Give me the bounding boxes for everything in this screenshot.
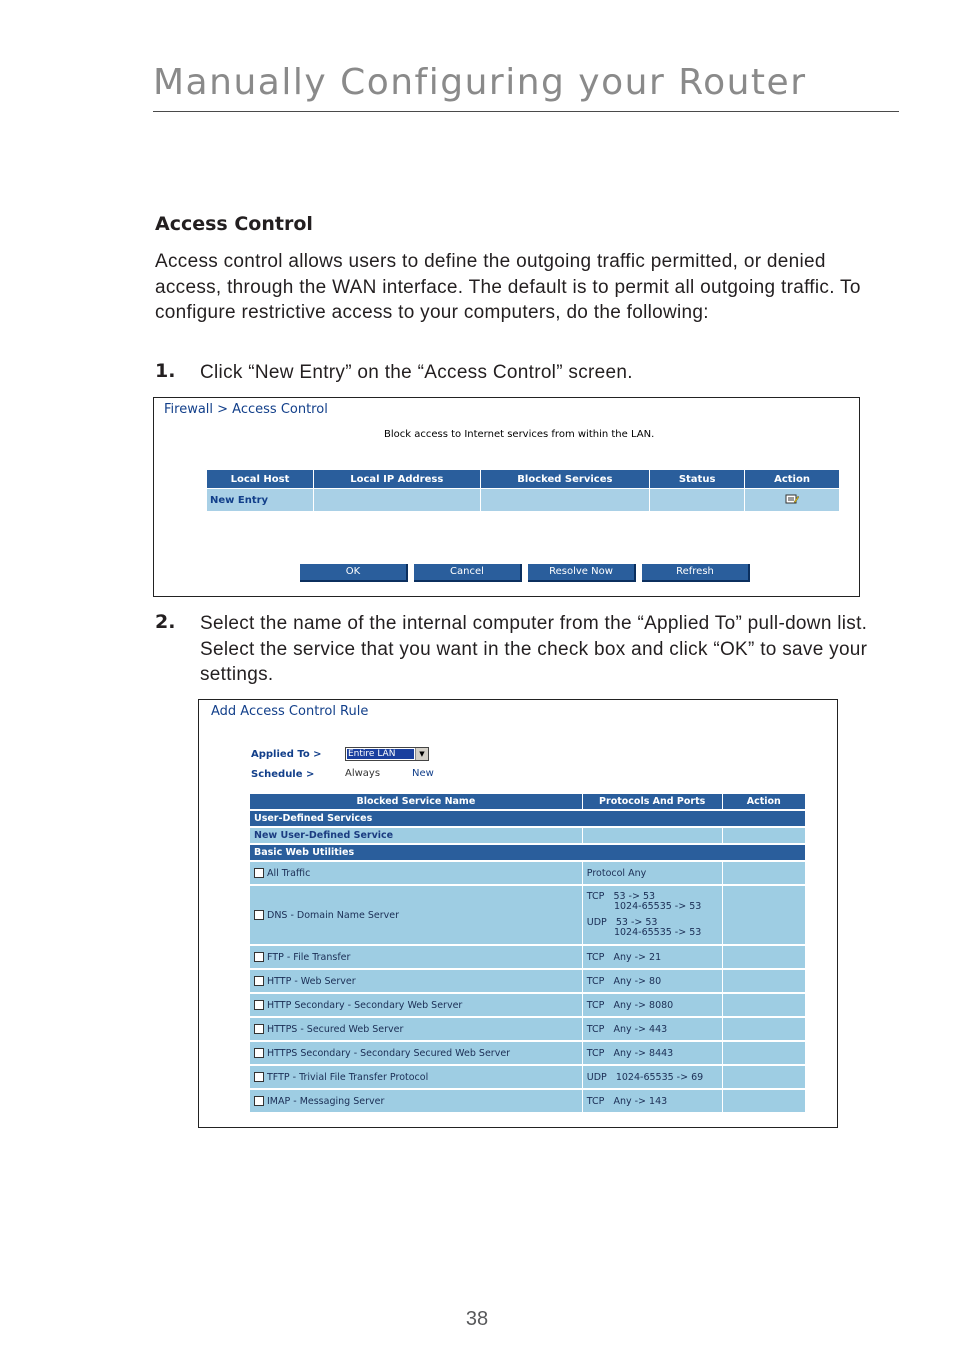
step-1-text: Click “New Entry” on the “Access Control” screen.	[200, 362, 633, 383]
ok-button[interactable]: OK	[300, 564, 408, 582]
group-basic-web: Basic Web Utilities	[249, 845, 805, 860]
refresh-button[interactable]: Refresh	[642, 564, 750, 582]
title-rule	[153, 111, 899, 112]
cancel-button[interactable]: Cancel	[414, 564, 522, 582]
new-entry-link[interactable]: New Entry	[207, 489, 313, 511]
new-user-defined-service-link[interactable]: New User-Defined Service	[249, 828, 582, 843]
add-rule-screen	[198, 699, 838, 1128]
applied-to-label: Applied To >	[251, 749, 322, 760]
screen-description: Block access to Internet services from within the LAN.	[384, 429, 655, 440]
col-blocked-services: Blocked Services	[481, 470, 650, 488]
col-local-host: Local Host	[207, 470, 313, 488]
intro-paragraph: Access control allows users to define the outgoing traffic permitted, or denied access, through the WAN interface. The default is to permit all outgoing traffic. To configure restrictive access to your computers, do the following:	[155, 251, 861, 323]
page-number: 38	[465, 1308, 489, 1330]
resolve-now-button[interactable]: Resolve Now	[528, 564, 636, 582]
add-rule-title: Add Access Control Rule	[211, 704, 369, 719]
service-checkbox[interactable]	[254, 910, 264, 920]
table-row: HTTP - Web Server TCP Any -> 80	[249, 970, 805, 992]
table-row	[207, 489, 839, 511]
rule-table	[249, 792, 805, 1114]
col-action: Action	[745, 470, 839, 488]
edit-icon[interactable]	[785, 497, 799, 508]
section-heading: Access Control	[155, 213, 313, 235]
group-row	[249, 845, 805, 860]
table-row: HTTP Secondary - Secondary Web Server TCP Any -> 8080	[249, 994, 805, 1016]
table-row: All Traffic Protocol Any	[249, 862, 805, 884]
service-checkbox[interactable]	[254, 1024, 264, 1034]
group-user-defined: User-Defined Services	[249, 811, 805, 826]
button-row	[300, 564, 750, 582]
table-row: IMAP - Messaging Server TCP Any -> 143	[249, 1090, 805, 1112]
col-local-ip: Local IP Address	[314, 470, 480, 488]
access-control-screen	[153, 397, 860, 597]
breadcrumb: Firewall > Access Control	[164, 402, 328, 417]
table-row	[249, 828, 805, 843]
col-blocked-service-name: Blocked Service Name	[249, 794, 582, 809]
schedule-always: Always	[345, 768, 381, 779]
col-action: Action	[722, 794, 805, 809]
service-checkbox[interactable]	[254, 1048, 264, 1058]
service-checkbox[interactable]	[254, 868, 264, 878]
service-checkbox[interactable]	[254, 1000, 264, 1010]
table-row: TFTP - Trivial File Transfer Protocol UDP 1024-65535 -> 69	[249, 1066, 805, 1088]
col-status: Status	[650, 470, 744, 488]
service-checkbox[interactable]	[254, 952, 264, 962]
step-2-text: Select the name of the internal computer from the “Applied To” pull-down list. Select the service that you want in the check box and click “OK” to save your settings.	[200, 613, 868, 685]
service-checkbox[interactable]	[254, 1072, 264, 1082]
col-protocols-ports: Protocols And Ports	[582, 794, 722, 809]
chapter-title: Manually Configuring your Router	[153, 62, 807, 103]
table-row: HTTPS Secondary - Secondary Secured Web Server TCP Any -> 8443	[249, 1042, 805, 1064]
chevron-down-icon[interactable]: ▼	[415, 748, 428, 760]
table-row: DNS - Domain Name Server TCP 53 -> 53 1024-65535 -> 53 UDP 53 -> 53 1024-65535 -> 53	[249, 886, 805, 944]
access-control-table	[206, 469, 840, 512]
step-2-number: 2.	[155, 611, 176, 633]
table-row: HTTPS - Secured Web Server TCP Any -> 443	[249, 1018, 805, 1040]
service-checkbox[interactable]	[254, 976, 264, 986]
service-checkbox[interactable]	[254, 1096, 264, 1106]
schedule-new-link[interactable]: New	[412, 768, 434, 779]
schedule-label: Schedule >	[251, 769, 315, 780]
step-1-number: 1.	[155, 360, 176, 382]
table-row: FTP - File Transfer TCP Any -> 21	[249, 946, 805, 968]
applied-to-select[interactable]: Entire LAN ▼	[345, 747, 429, 761]
group-row	[249, 811, 805, 826]
